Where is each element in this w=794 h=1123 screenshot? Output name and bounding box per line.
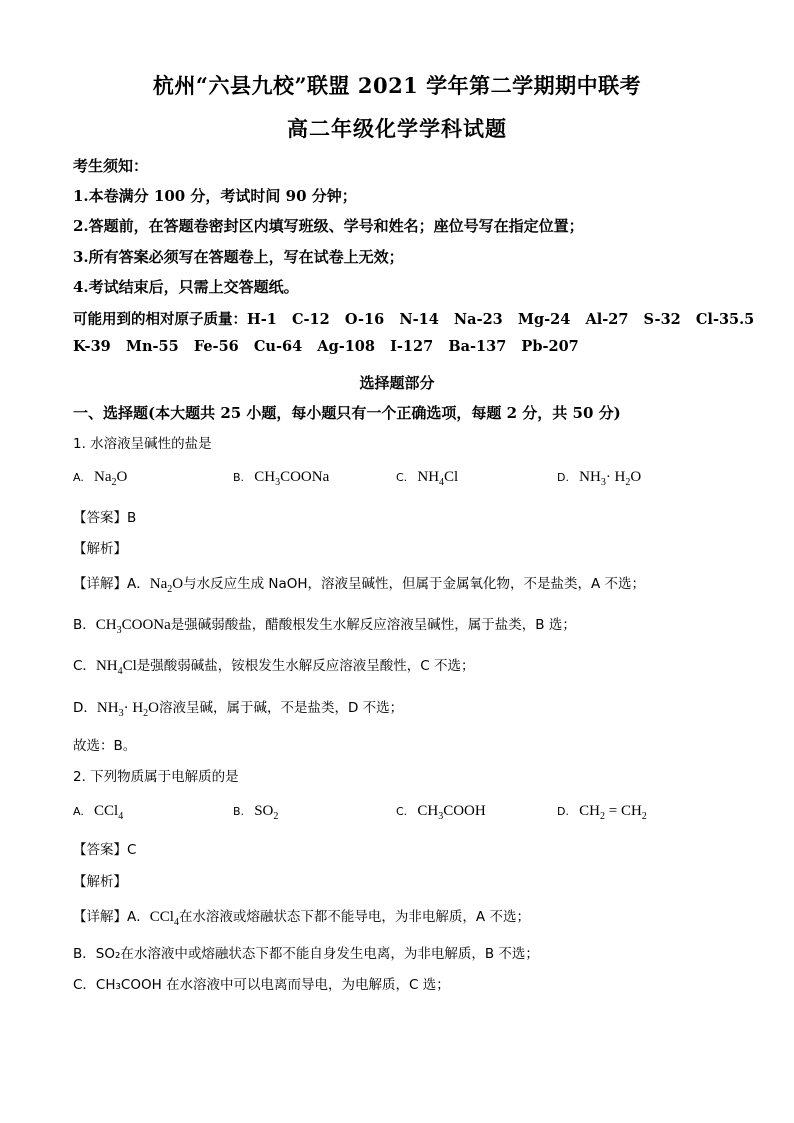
q1-detail-b-prefix: B． — [73, 617, 96, 633]
notice-item-4: 4.考试结束后，只需上交答题纸。 — [73, 278, 299, 296]
q2-option-d — [557, 800, 647, 822]
q1-detail-c-formula: $NH_4Cl$ — [95, 658, 137, 677]
q2-option-c-formula: $CH_3COOH$ — [417, 803, 486, 822]
q1-detail-a-text: 与水反应生成 NaOH，溶液呈碱性，但属于金属氧化物，不是盐类，A 不选； — [183, 576, 646, 592]
q2-detail-a — [73, 905, 530, 928]
q2-detail-a-text: 在水溶液或熔融状态下都不能导电，为非电解质，A 不选； — [178, 909, 530, 925]
q2-detail-b: B．SO₂在水溶液中或熔融状态下都不能自身发生电离，为非电解质，B 不选； — [73, 946, 539, 962]
q1-option-a-formula: $Na_2O$ — [94, 469, 128, 488]
q1-option-b-letter: B. — [233, 471, 245, 484]
q1-detail-d-text: 溶液呈碱，属于碱，不是盐类，D 不选； — [159, 700, 404, 716]
q1-detail-c — [73, 654, 475, 677]
q2-option-a-formula: CCl$_4$ — [94, 803, 124, 822]
q1-option-d-letter: D. — [557, 471, 569, 484]
q2-stem: 2. 下列物质属于电解质的是 — [73, 769, 239, 785]
q2-detail-c: C．CH₃COOH 在水溶液中可以电离而导电，为电解质，C 选； — [73, 977, 450, 993]
q1-option-a — [73, 466, 127, 488]
q1-analysis-label: 【解析】 — [73, 541, 127, 557]
q1-detail-b-text: 是强碱弱酸盐，醋酸根发生水解反应溶液呈碱性，属于盐类，B 选； — [170, 617, 576, 633]
q1-detail-a-prefix: 【详解】A． — [73, 576, 150, 592]
q1-option-d-formula: $NH_3\cdot H_2O$ — [579, 469, 642, 488]
q2-option-a-letter: A. — [73, 805, 84, 818]
q1-answer: 【答案】B — [73, 510, 137, 526]
q1-detail-b-formula: $CH_3COONa$ — [95, 617, 171, 636]
q1-option-a-letter: A. — [73, 471, 84, 484]
q1-option-b — [233, 466, 329, 488]
q1-detail-a-formula: $Na_2O$ — [149, 576, 184, 595]
atomic-mass-line-2: K-39 Mn-55 Fe-56 Cu-64 Ag-108 I-127 Ba-137 Pb-207 — [73, 338, 579, 355]
q2-detail-a-formula: CCl$_4$ — [149, 909, 179, 928]
q2-option-b — [233, 800, 278, 822]
notice-item-2: 2.答题前，在答题卷密封区内填写班级、学号和姓名；座位号写在指定位置； — [73, 217, 584, 235]
q2-answer: 【答案】C — [73, 842, 137, 858]
q1-detail-d-prefix: D． — [73, 700, 97, 716]
exam-subtitle: 高二年级化学学科试题 — [287, 116, 507, 141]
q2-detail-a-prefix: 【详解】A． — [73, 909, 150, 925]
q1-option-d — [557, 466, 641, 488]
q2-option-a — [73, 800, 123, 822]
notice-item-3: 3.所有答案必须写在答题卷上，写在试卷上无效； — [73, 248, 404, 266]
q1-option-c-formula: $NH_4Cl$ — [417, 469, 459, 488]
atomic-mass-line-1: 可能用到的相对原子质量：H-1 C-12 O-16 N-14 Na-23 Mg-24 Al-27 S-32 Cl-35.5 — [73, 311, 755, 328]
q1-option-c-letter: C. — [396, 471, 408, 484]
q1-option-b-formula: $CH_3COONa$ — [254, 469, 330, 488]
q2-option-d-formula: $CH_2 = CH_2$ — [579, 803, 647, 822]
q2-option-b-letter: B. — [233, 805, 245, 818]
notice-heading: 考生须知： — [73, 157, 149, 175]
q1-detail-c-text: 是强酸弱碱盐，铵根发生水解反应溶液呈酸性，C 不选； — [136, 658, 475, 674]
q1-conclusion: 故选：B。 — [73, 738, 137, 754]
q1-detail-c-prefix: C． — [73, 658, 96, 674]
q2-option-c-letter: C. — [396, 805, 408, 818]
q1-stem: 1. 水溶液呈碱性的盐是 — [73, 436, 212, 452]
q2-option-b-formula: $SO_2$ — [254, 803, 279, 822]
notice-item-1: 1.本卷满分 100 分，考试时间 90 分钟； — [73, 187, 357, 205]
q1-detail-d-formula: $NH_3\cdot H_2O$ — [96, 700, 159, 719]
q2-option-c — [396, 800, 486, 822]
q1-option-c — [396, 466, 458, 488]
q1-detail-b — [73, 613, 576, 636]
q2-option-d-letter: D. — [557, 805, 569, 818]
section-title: 选择题部分 — [359, 374, 435, 392]
q1-detail-a — [73, 572, 645, 595]
q2-analysis-label: 【解析】 — [73, 874, 127, 890]
q1-detail-d — [73, 696, 403, 719]
exam-title: 杭州“六县九校”联盟 2021 学年第二学期期中联考 — [152, 73, 642, 98]
section-heading: 一、选择题(本大题共 25 小题，每小题只有一个正确选项，每题 2 分，共 50 分) — [73, 404, 621, 422]
